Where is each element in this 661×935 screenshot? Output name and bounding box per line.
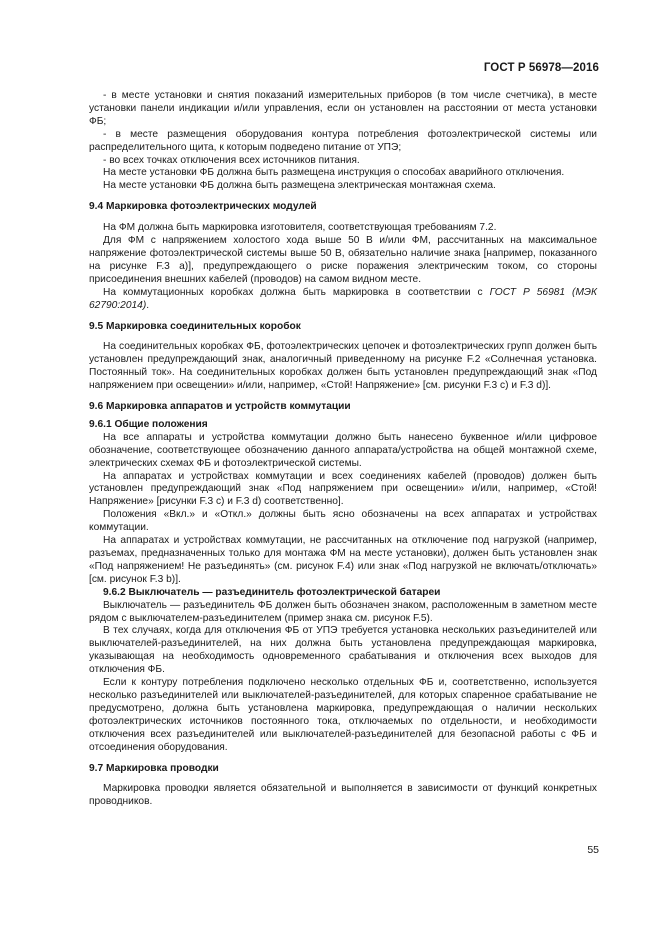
list-item: - во всех точках отключения всех источников питания. [103, 154, 360, 166]
document-code: ГОСТ Р 56978—2016 [483, 62, 599, 74]
paragraph: На аппаратах и устройствах коммутации и всех соединениях кабелей (проводов) должен быть установлен предупреждающий знак «Под напряжением при освещении» и/или, например, «Стой! Напряжение» [рисунки F.3 с) и F.3 d) соответственно]. [89, 470, 597, 508]
paragraph: Если к контуру потребления подключено несколько отдельных ФБ и, соответственно, используется несколько разъединителей или выключателей-разъединителей, для которых спаренное срабатывание не предусмотрено, должна быть установлена маркировка, предупреждающая о наличии нескольких фотоэлектрических источников постоянного тока, отключаемых по отдельности, и необходимости отключения всех разъединителей или выключателей-разъединителей для безопасной работы с ФБ и отсоединения оборудования. [89, 677, 597, 753]
paragraph: На месте установки ФБ должна быть размещена электрическая монтажная схема. [103, 180, 496, 192]
paragraph: На месте установки ФБ должна быть размещена инструкция о способах аварийного отключения. [103, 167, 565, 179]
paragraph: На ФМ должна быть маркировка изготовителя, соответствующая требованиям 7.2. [103, 222, 497, 234]
paragraph: На аппаратах и устройствах коммутации, не рассчитанных на отключение под нагрузкой (например, разъемах, предназначенных только для монтажа ФМ на месте установки), должен быть установлен знак «Под напряжением! Не разъединять» (см. рисунок F.4) или знак «Под нагрузкой не включать/отключать» [см. рисунок F.3 b)]. [89, 535, 597, 585]
section-heading-9-4: 9.4 Маркировка фотоэлектрических модулей [89, 201, 317, 213]
section-heading-9-6: 9.6 Маркировка аппаратов и устройств коммутации [89, 401, 351, 413]
paragraph: В тех случаях, когда для отключения ФБ от УПЭ требуется установка нескольких разъединителей или выключателей-разъединителей, на них должна быть установлена предупреждающая маркировка, указывающая на необходимость одновременного срабатывания и отключения всех выходов для отключения ФБ. [89, 625, 597, 676]
standard-reference: ГОСТ Р 56981 (МЭК 62790:2014) [89, 286, 598, 311]
subsection-heading-9-6-2: 9.6.2 Выключатель — разъединитель фотоэлектрической батареи [103, 586, 441, 598]
section-heading-9-5: 9.5 Маркировка соединительных коробок [89, 320, 301, 332]
section-heading-9-7: 9.7 Маркировка проводки [89, 762, 219, 774]
subsection-heading-9-6-1: 9.6.1 Общие положения [89, 418, 208, 430]
paragraph: Для ФМ с напряжением холостого хода выше 50 В и/или ФМ, рассчитанных на максимальное напряжение фотоэлектрической системы выше 50 В, обязательно наличие знака [например, показанного на рисунке F.3 а)], предупреждающего о риске поражения электрическим током, со стороны присоединения внешних кабелей (проводов) на самом видном месте. [89, 235, 597, 285]
paragraph: Положения «Вкл.» и «Откл.» должны быть ясно обозначены на всех аппаратах и устройствах коммутации. [89, 509, 597, 534]
list-item: - в месте размещения оборудования контура потребления фотоэлектрической системы или распределительного щита, к которым подведено питание от УПЭ; [89, 128, 597, 153]
page-number: 55 [587, 844, 599, 856]
paragraph: На все аппараты и устройства коммутации должно быть нанесено буквенное и/или цифровое обозначение, соответствующее обозначению данного аппарата/устройства на общей монтажной схеме, электрических схемах ФБ и фотоэлектрической системы. [89, 431, 597, 469]
page-content [89, 90, 597, 809]
paragraph: На коммутационных коробках должна быть маркировка в соответствии с ГОСТ Р 56981 (МЭК 62790:2014). [89, 286, 598, 311]
paragraph: На соединительных коробках ФБ, фотоэлектрических цепочек и фотоэлектрических групп должен быть установлен предупреждающий знак, аналогичный приведенному на рисунке F.2 «Солнечная установка. Постоянный ток». На соединительных коробках должен быть установлен предупреждающий знак «Под напряжением при освещении» и/или, например, «Стой! Напряжение» [см. рисунки F.3 с) и F.3 d)]. [89, 341, 597, 392]
paragraph: Маркировка проводки является обязательной и выполняется в зависимости от функций конкретных проводников. [89, 783, 597, 808]
paragraph: Выключатель — разъединитель ФБ должен быть обозначен знаком, расположенным в заметном месте рядом с выключателем-разъединителем (пример знака см. рисунок F.5). [89, 599, 597, 624]
list-item: - в месте установки и снятия показаний измерительных приборов (в том числе счетчика), в месте установки панели индикации и/или управления, если он установлен на расстоянии от места установки ФБ; [89, 90, 597, 127]
